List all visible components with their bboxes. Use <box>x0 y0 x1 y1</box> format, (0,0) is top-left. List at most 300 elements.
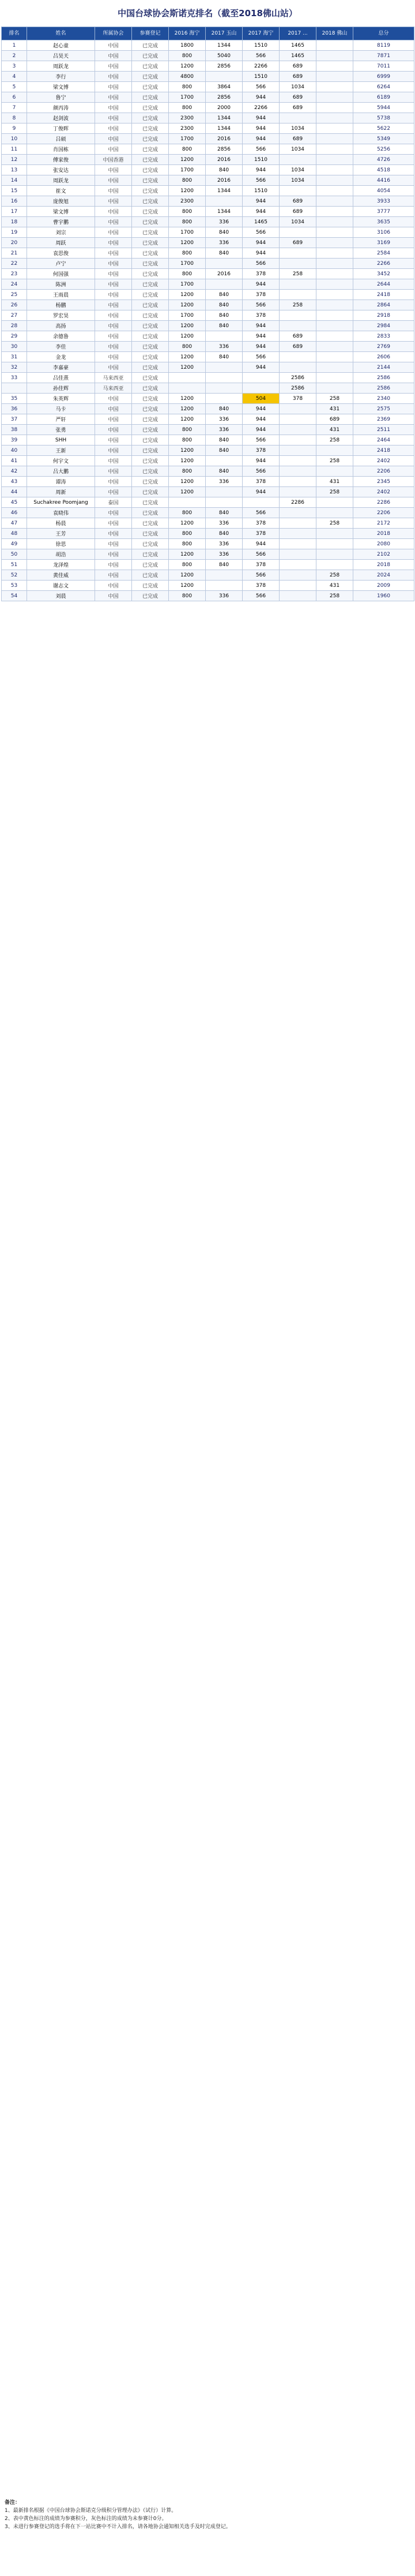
cell-a: 1200 <box>169 362 206 373</box>
cell-d <box>280 435 316 445</box>
cell-assoc: 中国 <box>95 144 132 155</box>
cell-e <box>316 144 353 155</box>
cell-c: 944 <box>243 321 280 331</box>
cell-total: 5738 <box>353 113 414 123</box>
cell-total: 2586 <box>353 383 414 394</box>
cell-total: 6189 <box>353 92 414 103</box>
cell-a: 1700 <box>169 92 206 103</box>
cell-a: 1700 <box>169 310 206 321</box>
cell-name: 陈洲 <box>27 279 95 290</box>
cell-c: 944 <box>243 113 280 123</box>
cell-e: 258 <box>316 456 353 466</box>
cell-d <box>280 549 316 560</box>
cell-c: 566 <box>243 82 280 92</box>
cell-rank: 49 <box>2 539 27 549</box>
cell-reg: 已完成 <box>132 207 169 217</box>
cell-assoc: 中国 <box>95 560 132 570</box>
cell-total: 2511 <box>353 425 414 435</box>
cell-rank: 47 <box>2 518 27 529</box>
cell-e <box>316 165 353 175</box>
notes-title: 备注： <box>5 2500 21 2506</box>
cell-rank: 10 <box>2 134 27 144</box>
cell-c: 944 <box>243 487 280 497</box>
cell-total: 2575 <box>353 404 414 414</box>
cell-e <box>316 61 353 72</box>
cell-b: 840 <box>206 466 243 477</box>
cell-c: 944 <box>243 279 280 290</box>
cell-name: 袁思俊 <box>27 248 95 259</box>
cell-total: 6999 <box>353 72 414 82</box>
cell-rank: 29 <box>2 331 27 342</box>
cell-b: 840 <box>206 310 243 321</box>
cell-b: 336 <box>206 238 243 248</box>
cell-total: 2769 <box>353 342 414 352</box>
cell-assoc: 中国 <box>95 570 132 581</box>
cell-d <box>280 539 316 549</box>
table-row <box>2 581 414 591</box>
cell-reg: 已完成 <box>132 331 169 342</box>
cell-reg: 已完成 <box>132 175 169 186</box>
column-header: 参赛登记 <box>132 27 169 40</box>
cell-reg: 已完成 <box>132 238 169 248</box>
cell-rank: 52 <box>2 570 27 581</box>
table-row <box>2 300 414 310</box>
cell-c: 566 <box>243 466 280 477</box>
cell-assoc: 中国 <box>95 134 132 144</box>
cell-d <box>280 290 316 300</box>
cell-total: 2833 <box>353 331 414 342</box>
cell-a: 1200 <box>169 331 206 342</box>
table-row <box>2 591 414 601</box>
cell-e <box>316 259 353 269</box>
table-row <box>2 51 414 61</box>
cell-assoc: 中国 <box>95 40 132 51</box>
cell-name: 李行 <box>27 72 95 82</box>
cell-total: 2402 <box>353 487 414 497</box>
cell-reg: 已完成 <box>132 425 169 435</box>
cell-b: 3864 <box>206 82 243 92</box>
cell-assoc: 中国 <box>95 103 132 113</box>
cell-reg: 已完成 <box>132 383 169 394</box>
cell-reg: 已完成 <box>132 123 169 134</box>
cell-c: 944 <box>243 342 280 352</box>
cell-reg: 已完成 <box>132 217 169 227</box>
cell-total: 7011 <box>353 61 414 72</box>
cell-name: 金龙 <box>27 352 95 362</box>
cell-b <box>206 373 243 383</box>
table-row <box>2 414 414 425</box>
cell-e: 258 <box>316 487 353 497</box>
cell-assoc: 马来西亚 <box>95 373 132 383</box>
table-row <box>2 477 414 487</box>
cell-assoc: 中国 <box>95 279 132 290</box>
cell-assoc: 中国 <box>95 72 132 82</box>
cell-rank: 21 <box>2 248 27 259</box>
cell-d <box>280 477 316 487</box>
cell-d: 689 <box>280 92 316 103</box>
cell-a: 800 <box>169 466 206 477</box>
cell-name: 徐思 <box>27 539 95 549</box>
cell-a: 1700 <box>169 279 206 290</box>
cell-a: 800 <box>169 269 206 279</box>
cell-name: 杨晨 <box>27 518 95 529</box>
cell-rank: 5 <box>2 82 27 92</box>
cell-name: 谭涛 <box>27 477 95 487</box>
cell-c: 378 <box>243 269 280 279</box>
cell-d <box>280 487 316 497</box>
cell-rank: 54 <box>2 591 27 601</box>
cell-name: 庞俊旭 <box>27 196 95 207</box>
table-row <box>2 321 414 331</box>
cell-reg: 已完成 <box>132 227 169 238</box>
cell-reg: 已完成 <box>132 186 169 196</box>
cell-c: 944 <box>243 238 280 248</box>
cell-e <box>316 227 353 238</box>
cell-b <box>206 196 243 207</box>
cell-assoc: 中国 <box>95 92 132 103</box>
cell-a: 1200 <box>169 290 206 300</box>
notes-line: 1、最新排名根据《中国台球协会斯诺克分级积分管理办法》（试行）计算。 <box>5 2508 177 2514</box>
table-row <box>2 259 414 269</box>
notes <box>5 2499 410 2531</box>
cell-b: 840 <box>206 508 243 518</box>
cell-a: 800 <box>169 82 206 92</box>
cell-b: 1344 <box>206 207 243 217</box>
cell-name: 王雨晨 <box>27 290 95 300</box>
cell-rank: 36 <box>2 404 27 414</box>
cell-e: 431 <box>316 581 353 591</box>
cell-e: 258 <box>316 518 353 529</box>
column-header: 2017 海宁 <box>243 27 280 40</box>
cell-e <box>316 560 353 570</box>
cell-reg: 已完成 <box>132 508 169 518</box>
cell-b: 840 <box>206 352 243 362</box>
cell-a: 1200 <box>169 404 206 414</box>
table-row <box>2 82 414 92</box>
cell-name: 罗宏昊 <box>27 310 95 321</box>
cell-assoc: 中国 <box>95 165 132 175</box>
cell-total: 2018 <box>353 560 414 570</box>
cell-c: 378 <box>243 581 280 591</box>
cell-name: 李嘉豪 <box>27 362 95 373</box>
cell-rank: 17 <box>2 207 27 217</box>
cell-b <box>206 456 243 466</box>
cell-d <box>280 404 316 414</box>
cell-d: 1034 <box>280 144 316 155</box>
cell-reg: 已完成 <box>132 445 169 456</box>
cell-c <box>243 373 280 383</box>
cell-c: 944 <box>243 123 280 134</box>
table-row <box>2 103 414 113</box>
cell-e <box>316 113 353 123</box>
cell-assoc: 中国 <box>95 207 132 217</box>
cell-assoc: 中国 <box>95 269 132 279</box>
table-row <box>2 310 414 321</box>
cell-a: 1200 <box>169 352 206 362</box>
cell-total: 3777 <box>353 207 414 217</box>
cell-assoc: 中国 <box>95 414 132 425</box>
cell-total: 2024 <box>353 570 414 581</box>
cell-a: 800 <box>169 103 206 113</box>
cell-name: 周新 <box>27 487 95 497</box>
cell-total: 2464 <box>353 435 414 445</box>
cell-reg: 已完成 <box>132 155 169 165</box>
cell-assoc: 中国 <box>95 581 132 591</box>
cell-rank: 50 <box>2 549 27 560</box>
cell-assoc: 马来西亚 <box>95 383 132 394</box>
cell-name: 孙佳辉 <box>27 383 95 394</box>
cell-reg: 已完成 <box>132 477 169 487</box>
cell-c: 566 <box>243 175 280 186</box>
cell-assoc: 中国 <box>95 352 132 362</box>
table-row <box>2 113 414 123</box>
cell-reg: 已完成 <box>132 394 169 404</box>
cell-assoc: 中国 <box>95 248 132 259</box>
cell-d <box>280 279 316 290</box>
cell-e: 689 <box>316 414 353 425</box>
cell-total: 2080 <box>353 539 414 549</box>
cell-reg: 已完成 <box>132 373 169 383</box>
cell-e <box>316 92 353 103</box>
cell-total: 2009 <box>353 581 414 591</box>
cell-reg: 已完成 <box>132 342 169 352</box>
cell-reg: 已完成 <box>132 165 169 175</box>
cell-rank: 9 <box>2 123 27 134</box>
table-row <box>2 61 414 72</box>
cell-b: 336 <box>206 539 243 549</box>
cell-assoc: 中国 <box>95 435 132 445</box>
cell-name: 赵剑波 <box>27 113 95 123</box>
cell-name: 吕佳熹 <box>27 373 95 383</box>
cell-e <box>316 331 353 342</box>
cell-e <box>316 383 353 394</box>
cell-c <box>243 383 280 394</box>
table-row <box>2 394 414 404</box>
cell-e <box>316 72 353 82</box>
cell-e <box>316 196 353 207</box>
cell-total: 5622 <box>353 123 414 134</box>
cell-reg: 已完成 <box>132 435 169 445</box>
cell-rank: 8 <box>2 113 27 123</box>
cell-b: 840 <box>206 435 243 445</box>
cell-total: 2418 <box>353 445 414 456</box>
cell-e <box>316 175 353 186</box>
cell-total: 2340 <box>353 394 414 404</box>
cell-a: 1200 <box>169 518 206 529</box>
cell-a: 800 <box>169 51 206 61</box>
cell-d <box>280 529 316 539</box>
cell-rank: 33 <box>2 373 27 383</box>
cell-name: 卢宁 <box>27 259 95 269</box>
table-row <box>2 196 414 207</box>
cell-reg: 已完成 <box>132 300 169 310</box>
table-row <box>2 248 414 259</box>
cell-name: 严轩 <box>27 414 95 425</box>
table-row <box>2 404 414 414</box>
cell-c: 566 <box>243 508 280 518</box>
table-row <box>2 487 414 497</box>
cell-reg: 已完成 <box>132 497 169 508</box>
cell-a: 800 <box>169 144 206 155</box>
cell-reg: 已完成 <box>132 549 169 560</box>
cell-c: 944 <box>243 92 280 103</box>
cell-name: 李佳 <box>27 342 95 352</box>
cell-rank: 53 <box>2 581 27 591</box>
cell-rank: 25 <box>2 290 27 300</box>
table-row <box>2 238 414 248</box>
ranking-table-wrap <box>1 27 414 601</box>
cell-b: 336 <box>206 518 243 529</box>
cell-e <box>316 82 353 92</box>
cell-c: 944 <box>243 456 280 466</box>
cell-rank: 13 <box>2 165 27 175</box>
cell-c: 566 <box>243 144 280 155</box>
cell-c <box>243 497 280 508</box>
cell-d <box>280 445 316 456</box>
cell-c: 504 <box>243 394 280 404</box>
cell-b: 5040 <box>206 51 243 61</box>
cell-e <box>316 445 353 456</box>
table-row <box>2 40 414 51</box>
cell-d: 1465 <box>280 40 316 51</box>
cell-reg: 已完成 <box>132 103 169 113</box>
cell-rank: 23 <box>2 269 27 279</box>
column-header: 所属协会 <box>95 27 132 40</box>
cell-reg: 已完成 <box>132 404 169 414</box>
cell-b: 2856 <box>206 144 243 155</box>
cell-name: 余德鲁 <box>27 331 95 342</box>
cell-e <box>316 362 353 373</box>
cell-total: 4726 <box>353 155 414 165</box>
cell-name: 梁文博 <box>27 82 95 92</box>
cell-assoc: 中国 <box>95 477 132 487</box>
cell-reg: 已完成 <box>132 466 169 477</box>
cell-assoc: 中国 <box>95 123 132 134</box>
cell-name: 周跃龙 <box>27 61 95 72</box>
cell-e <box>316 217 353 227</box>
cell-b: 840 <box>206 290 243 300</box>
cell-rank: 51 <box>2 560 27 570</box>
cell-b <box>206 487 243 497</box>
cell-rank <box>2 383 27 394</box>
cell-name: 王芳 <box>27 529 95 539</box>
cell-e <box>316 373 353 383</box>
table-row <box>2 227 414 238</box>
table-row <box>2 279 414 290</box>
cell-reg: 已完成 <box>132 248 169 259</box>
cell-name: 周跃 <box>27 238 95 248</box>
cell-a: 1200 <box>169 238 206 248</box>
cell-total: 2144 <box>353 362 414 373</box>
cell-reg: 已完成 <box>132 92 169 103</box>
cell-reg: 已完成 <box>132 352 169 362</box>
table-row <box>2 207 414 217</box>
cell-total: 2864 <box>353 300 414 310</box>
cell-b <box>206 331 243 342</box>
cell-e <box>316 310 353 321</box>
cell-b: 336 <box>206 591 243 601</box>
cell-b: 336 <box>206 477 243 487</box>
cell-name: 赵心童 <box>27 40 95 51</box>
cell-rank: 15 <box>2 186 27 196</box>
cell-name: 颜丙涛 <box>27 103 95 113</box>
cell-name: 袁晓伟 <box>27 508 95 518</box>
cell-c: 378 <box>243 529 280 539</box>
cell-b: 2000 <box>206 103 243 113</box>
cell-rank: 1 <box>2 40 27 51</box>
cell-c: 566 <box>243 227 280 238</box>
cell-e <box>316 508 353 518</box>
cell-rank: 46 <box>2 508 27 518</box>
cell-c: 944 <box>243 165 280 175</box>
table-row <box>2 165 414 175</box>
cell-assoc: 中国 <box>95 445 132 456</box>
table-row <box>2 92 414 103</box>
cell-assoc: 中国 <box>95 238 132 248</box>
cell-d <box>280 581 316 591</box>
cell-rank: 6 <box>2 92 27 103</box>
cell-assoc: 中国 <box>95 549 132 560</box>
table-header-row <box>2 27 414 40</box>
cell-d <box>280 591 316 601</box>
cell-name: 杨鹏 <box>27 300 95 310</box>
cell-b: 336 <box>206 425 243 435</box>
cell-b <box>206 394 243 404</box>
cell-a: 800 <box>169 508 206 518</box>
cell-reg: 已完成 <box>132 456 169 466</box>
cell-b: 840 <box>206 227 243 238</box>
table-row <box>2 560 414 570</box>
cell-d <box>280 310 316 321</box>
cell-c: 378 <box>243 518 280 529</box>
cell-b: 840 <box>206 404 243 414</box>
cell-assoc: 中国 <box>95 591 132 601</box>
cell-reg: 已完成 <box>132 591 169 601</box>
cell-reg: 已完成 <box>132 570 169 581</box>
cell-b <box>206 383 243 394</box>
cell-name: 周跃龙 <box>27 175 95 186</box>
cell-total: 4054 <box>353 186 414 196</box>
cell-name: 张安达 <box>27 165 95 175</box>
cell-c: 566 <box>243 300 280 310</box>
cell-rank: 14 <box>2 175 27 186</box>
cell-c: 566 <box>243 549 280 560</box>
cell-b: 1344 <box>206 186 243 196</box>
cell-c: 944 <box>243 404 280 414</box>
cell-a: 1200 <box>169 186 206 196</box>
cell-b: 840 <box>206 165 243 175</box>
cell-d <box>280 113 316 123</box>
cell-assoc: 中国 <box>95 487 132 497</box>
cell-name: 马卡 <box>27 404 95 414</box>
cell-name: 张勇 <box>27 425 95 435</box>
cell-c: 2266 <box>243 103 280 113</box>
cell-b: 1344 <box>206 113 243 123</box>
cell-name: 龙泽煌 <box>27 560 95 570</box>
cell-d: 689 <box>280 61 316 72</box>
cell-assoc: 中国 <box>95 342 132 352</box>
cell-e <box>316 207 353 217</box>
cell-d <box>280 570 316 581</box>
cell-name: 曹宇鹏 <box>27 217 95 227</box>
cell-d: 1034 <box>280 123 316 134</box>
cell-e <box>316 103 353 113</box>
cell-d: 1034 <box>280 165 316 175</box>
cell-a: 800 <box>169 217 206 227</box>
cell-c: 1510 <box>243 72 280 82</box>
table-row <box>2 445 414 456</box>
cell-c: 944 <box>243 134 280 144</box>
